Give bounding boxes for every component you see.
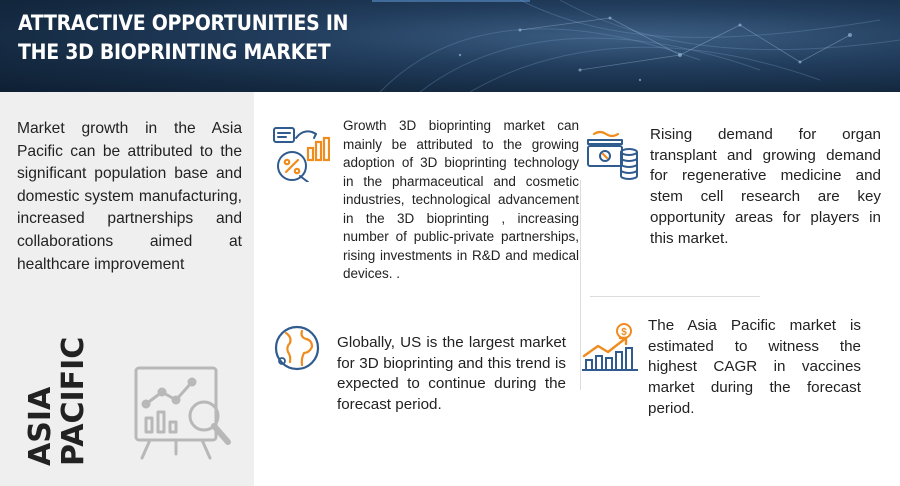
- region-label: ASIA PACIFIC: [23, 336, 91, 466]
- globe-icon: [272, 323, 322, 373]
- analysis-magnifier-chart-icon: [130, 362, 236, 462]
- item-text-demand: Rising demand for organ transplant and growing demand for regenerative medicine and stem cell research are key opportunity areas for players in this market.: [650, 126, 881, 247]
- region-description: Market growth in the Asia Pacific can be attributed to the significant population base and domestic system manufacturing, increased partnerships and collaborations aimed at healthcare improvement: [17, 120, 242, 273]
- money-stack-icon: [586, 128, 642, 184]
- divider-horizontal: [590, 296, 760, 297]
- page-title: ATTRACTIVE OPPORTUNITIES IN THE 3D BIOPRINTING MARKET: [18, 11, 349, 65]
- item-text-growth: Growth 3D bioprinting market can mainly be attributed to the growing adoption of 3D bioprinting technology in the pharmaceutical and cosmetic industries, technological advancement in the 3D bioprinting , increasing number of public-private partnerships, rising investments in R&D and medical devices. .: [343, 118, 579, 281]
- item-text-asia-cagr: The Asia Pacific market is estimated to witness the highest CAGR in vaccines market during the forecast period.: [648, 317, 861, 417]
- percentage-growth-chart-icon: [272, 124, 330, 182]
- header-banner: [0, 0, 900, 92]
- dollar-growth-chart-icon: [580, 322, 640, 372]
- item-text-us-market: Globally, US is the largest market for 3D bioprinting and this trend is expected to continue during the forecast period.: [337, 334, 566, 414]
- svg-text:$: $: [621, 327, 627, 338]
